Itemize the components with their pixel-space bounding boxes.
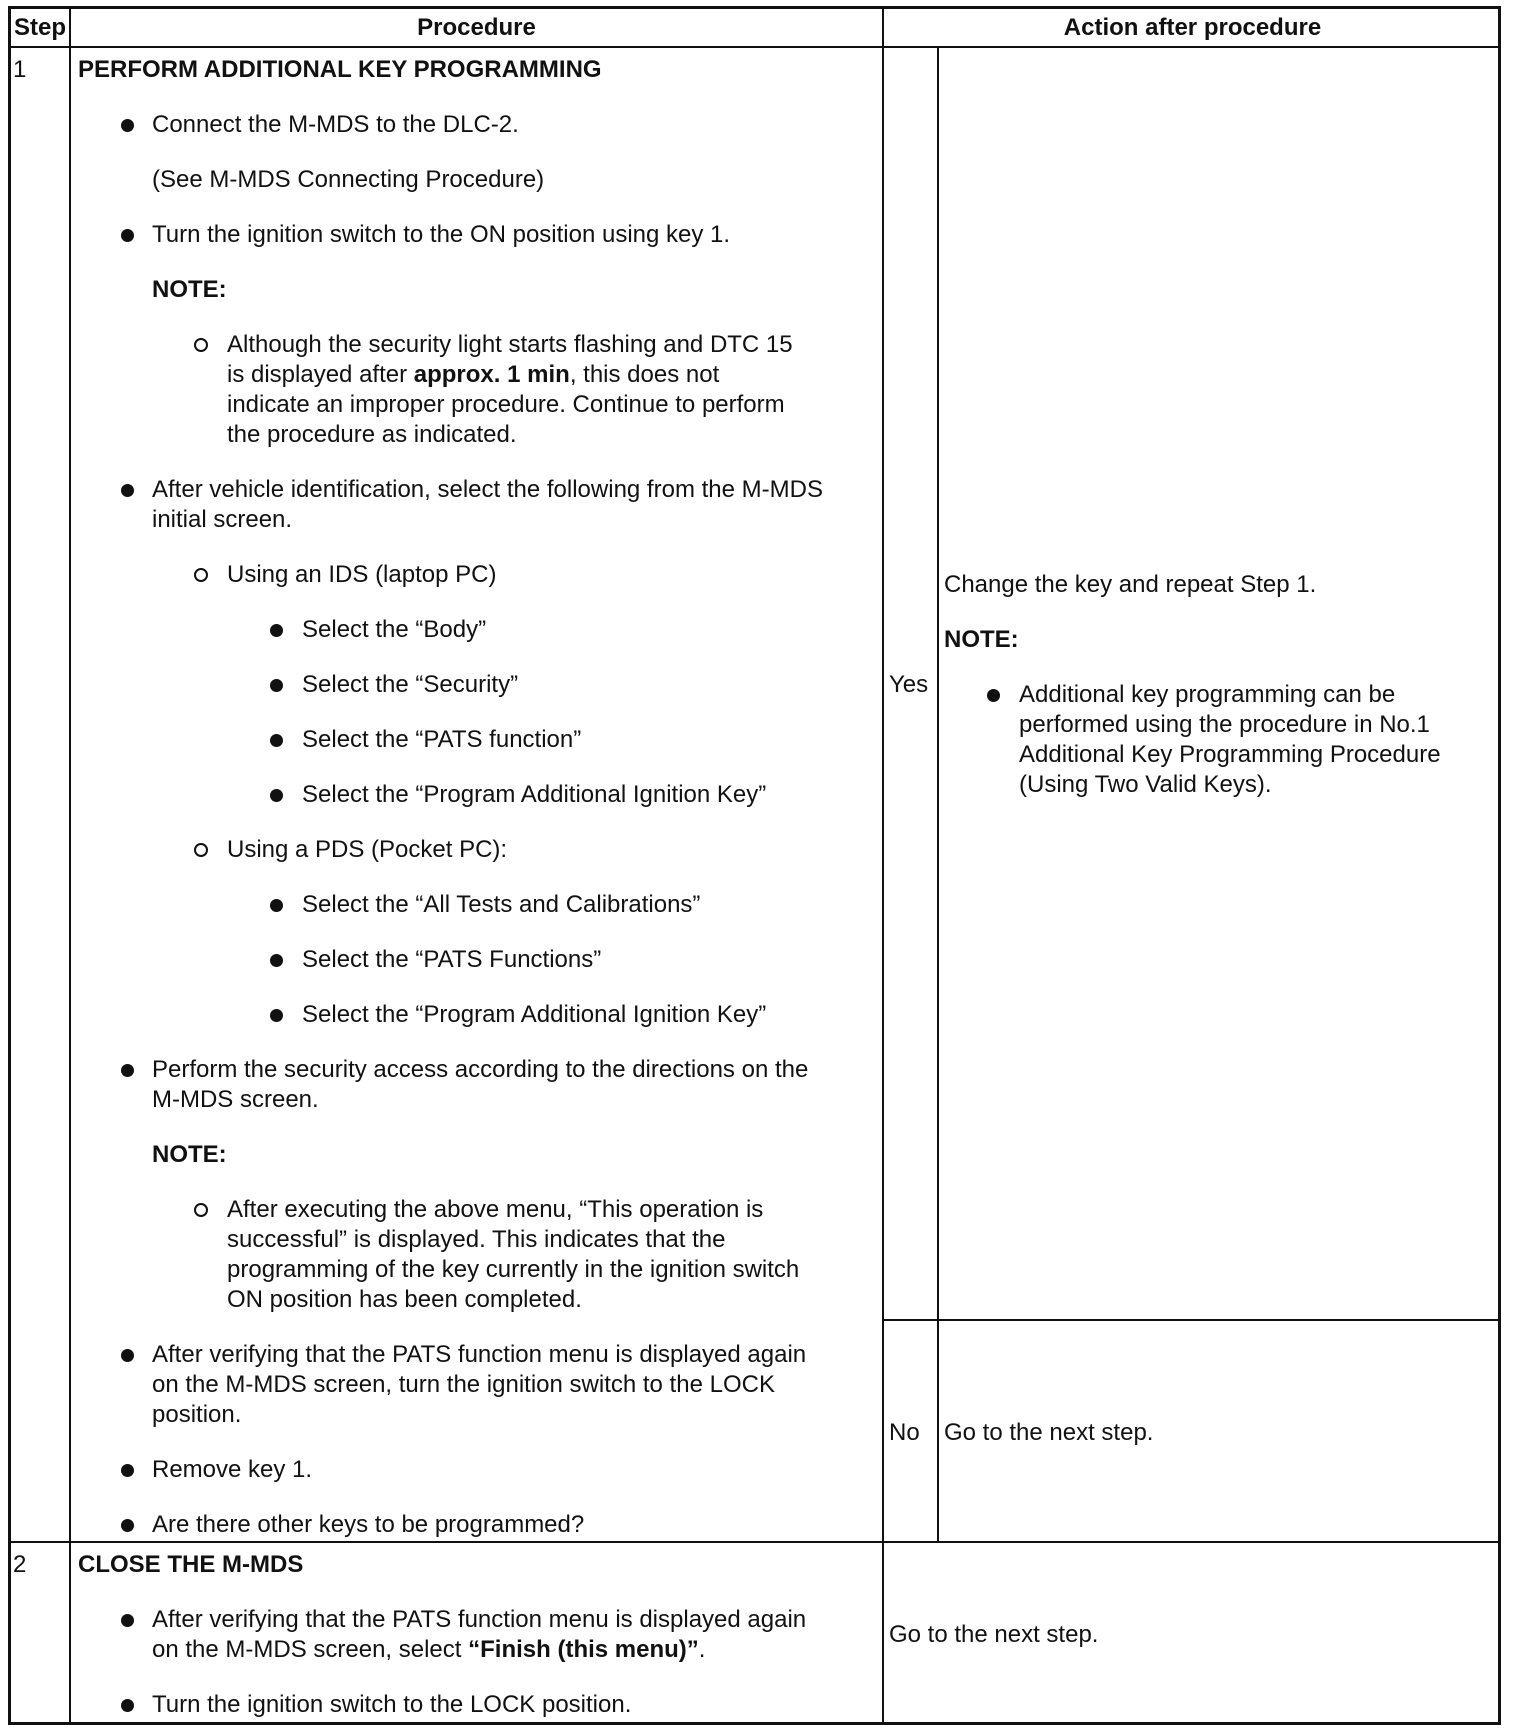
procedure-item: Connect the M-MDS to the DLC-2. [152,111,519,138]
procedure-item: After vehicle identification, select the following from the M-MDS [152,476,823,503]
menu-selection: Select the “Program Additional Ignition Key” [302,781,767,808]
menu-selection: Select the “PATS function” [302,726,582,753]
note-label: NOTE: [944,626,1019,653]
action-text: Go to the next step. [944,1419,1154,1446]
procedure-item: Remove key 1. [152,1456,313,1483]
action-note-text: Additional Key Programming Procedure [1019,741,1441,768]
note-text: indicate an improper procedure. Continue to perform [227,391,785,418]
action-note-text: Additional key programming can be [1019,681,1396,708]
note-text: ON position has been completed. [227,1286,582,1313]
bullet-icon [121,1614,134,1627]
menu-selection: Select the “Program Additional Ignition Key” [302,1001,767,1028]
row-divider [8,1541,1501,1543]
bullet-icon [121,484,134,497]
procedure-item: M-MDS screen. [152,1086,319,1113]
procedure-question: Are there other keys to be programmed? [152,1511,585,1538]
sub-item-label: Using a PDS (Pocket PC): [227,836,508,863]
bullet-icon [270,954,283,967]
note-text: the procedure as indicated. [227,421,517,448]
note-text: successful” is displayed. This indicates that the [227,1226,726,1253]
procedure-item: on the M-MDS screen, select “Finish (this menu)”. [152,1636,706,1663]
procedure-item: position. [152,1401,242,1428]
circle-bullet-icon [194,843,208,857]
action-text: Go to the next step. [889,1621,1099,1648]
circle-bullet-icon [194,568,208,582]
bullet-icon [121,1349,134,1362]
bullet-icon [121,1064,134,1077]
procedure-item: Turn the ignition switch to the ON position using key 1. [152,221,731,248]
menu-selection: Select the “Security” [302,671,519,698]
step-title: CLOSE THE M-MDS [78,1551,304,1578]
step-number: 2 [13,1551,27,1578]
bullet-icon [270,624,283,637]
procedure-item: Turn the ignition switch to the LOCK position. [152,1691,632,1718]
procedure-item: Perform the security access according to the directions on the [152,1056,809,1083]
procedure-item: After verifying that the PATS function menu is displayed again [152,1341,807,1368]
answer-yes: Yes [889,671,929,698]
circle-bullet-icon [194,1203,208,1217]
note-label: NOTE: [152,1141,227,1168]
procedure-item: After verifying that the PATS function menu is displayed again [152,1606,807,1633]
bullet-icon [121,229,134,242]
note-text: programming of the key currently in the ignition switch [227,1256,800,1283]
menu-selection: Select the “All Tests and Calibrations” [302,891,701,918]
col-divider-procedure [882,6,884,1725]
bullet-icon [121,119,134,132]
action-note-text: (Using Two Valid Keys). [1019,771,1272,798]
action-text: Change the key and repeat Step 1. [944,571,1317,598]
procedure-item: on the M-MDS screen, turn the ignition switch to the LOCK [152,1371,775,1398]
col-divider-step [69,6,71,1725]
bullet-icon [270,899,283,912]
procedure-subtext: (See M-MDS Connecting Procedure) [152,166,545,193]
bullet-icon [987,689,1000,702]
header-step: Step [13,14,66,41]
bullet-icon [121,1519,134,1532]
yes-no-divider [882,1319,1501,1321]
header-procedure: Procedure [417,14,536,41]
circle-bullet-icon [194,338,208,352]
sub-item-label: Using an IDS (laptop PC) [227,561,497,588]
bullet-icon [270,789,283,802]
step-title: PERFORM ADDITIONAL KEY PROGRAMMING [78,56,602,83]
bullet-icon [121,1464,134,1477]
bullet-icon [270,734,283,747]
menu-selection: Select the “PATS Functions” [302,946,602,973]
bullet-icon [121,1699,134,1712]
note-text: After executing the above menu, “This operation is [227,1196,764,1223]
action-note-text: performed using the procedure in No.1 [1019,711,1430,738]
bullet-icon [270,679,283,692]
note-label: NOTE: [152,276,227,303]
note-text: Although the security light starts flashing and DTC 15 [227,331,793,358]
procedure-item: initial screen. [152,506,293,533]
step-number: 1 [13,56,27,83]
note-text: is displayed after approx. 1 min, this does not [227,361,720,388]
bullet-icon [270,1009,283,1022]
header-action: Action after procedure [1063,14,1322,41]
answer-no: No [889,1419,920,1446]
col-divider-yesno [937,48,939,1542]
menu-selection: Select the “Body” [302,616,487,643]
header-divider [8,46,1501,48]
